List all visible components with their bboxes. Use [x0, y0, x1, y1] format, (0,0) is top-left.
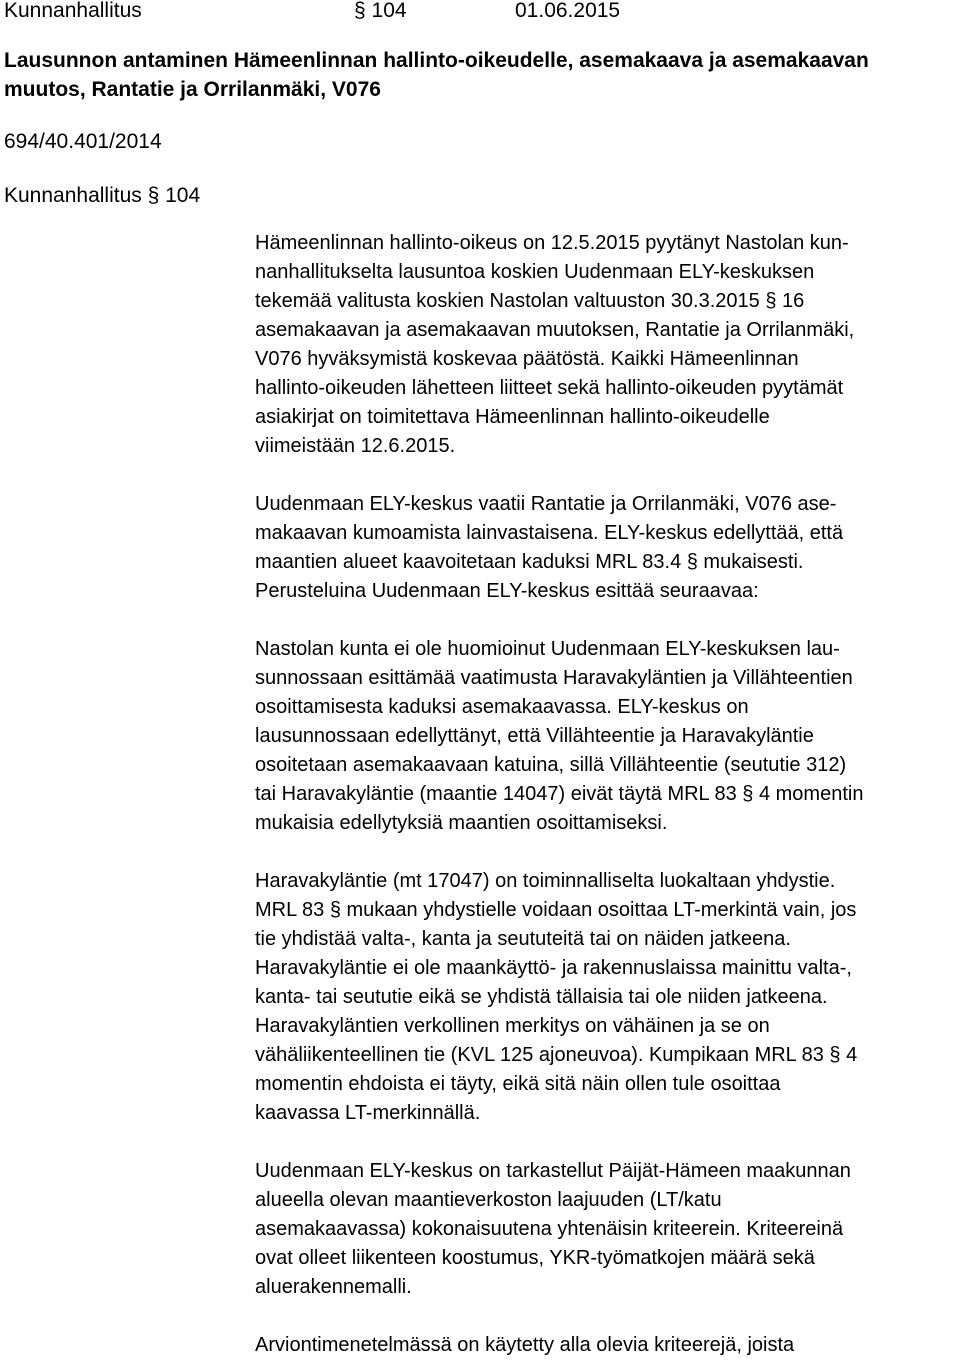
text-line: aluerakennemalli. — [255, 1276, 412, 1298]
text-line: kaavassa LT-merkinnällä. — [255, 1102, 481, 1124]
body-name: Kunnanhallitus — [4, 0, 142, 22]
text-line: Nastolan kunta ei ole huomioinut Uudenmaan ELY-keskuksen lau- — [255, 638, 840, 660]
text-line: asiakirjat on toimitettava Hämeenlinnan hallinto-oikeudelle — [255, 406, 770, 428]
paragraph — [255, 1157, 955, 1302]
section-reference: Kunnanhallitus § 104 — [4, 184, 201, 207]
text-line: osoitetaan asemakaavaan katuina, sillä Villähteentie (seututie 312) — [255, 754, 847, 776]
text-line: momentin ehdoista ei täyty, eikä sitä näin ollen tule osoittaa — [255, 1073, 781, 1095]
paragraph — [255, 229, 955, 461]
text-line: kanta- tai seututie eikä se yhdistä tällaisia tai ole niiden jatkeena. — [255, 986, 828, 1008]
paragraph — [255, 490, 955, 606]
text-line: MRL 83 § mukaan yhdystielle voidaan osoittaa LT-merkintä vain, jos — [255, 899, 857, 921]
title-line: muutos, Rantatie ja Orrilanmäki, V076 — [4, 78, 381, 101]
text-line: Haravakyläntie ei ole maankäyttö- ja rakennuslaissa mainittu valta-, — [255, 957, 852, 979]
section-number: § 104 — [354, 0, 407, 22]
text-line: tekemää valitusta koskien Nastolan valtuuston 30.3.2015 § 16 — [255, 290, 805, 312]
text-line: tai Haravakyläntie (maantie 14047) eivät täytä MRL 83 § 4 momentin — [255, 783, 864, 805]
text-line: nanhallitukselta lausuntoa koskien Uudenmaan ELY-keskuksen — [255, 261, 815, 283]
text-line: maantien alueet kaavoitetaan kaduksi MRL 83.4 § mukaisesti. — [255, 551, 804, 573]
paragraph — [255, 1331, 955, 1360]
title-line: Lausunnon antaminen Hämeenlinnan hallinto-oikeudelle, asemakaava ja asemakaavan — [4, 49, 869, 72]
text-line: alueella olevan maantieverkoston laajuuden (LT/katu — [255, 1189, 722, 1211]
text-line: makaavan kumoamista lainvastaisena. ELY-keskus edellyttää, että — [255, 522, 844, 544]
text-line: Uudenmaan ELY-keskus vaatii Rantatie ja Orrilanmäki, V076 ase- — [255, 493, 837, 515]
text-line: V076 hyväksymistä koskevaa päätöstä. Kaikki Hämeenlinnan — [255, 348, 799, 370]
text-line: viimeistään 12.6.2015. — [255, 435, 456, 457]
paragraph — [255, 635, 955, 838]
text-line: Haravakyläntie (mt 17047) on toiminnalliselta luokaltaan yhdystie. — [255, 870, 836, 892]
text-line: Haravakyläntien verkollinen merkitys on vähäinen ja se on — [255, 1015, 770, 1037]
text-line: osoittamisesta kaduksi asemakaavassa. ELY-keskus on — [255, 696, 749, 718]
text-line: tie yhdistää valta-, kanta ja seututeitä tai on näiden jatkeena. — [255, 928, 791, 950]
text-line: hallinto-oikeuden lähetteen liitteet sekä hallinto-oikeuden pyytämät — [255, 377, 844, 399]
paragraph — [255, 867, 955, 1128]
document-title — [4, 46, 954, 104]
text-line: ovat olleet liikenteen koostumus, YKR-työmatkojen määrä sekä — [255, 1247, 815, 1269]
text-line: Arviontimenetelmässä on käytetty alla olevia kriteerejä, joista — [255, 1334, 795, 1356]
document-body — [255, 229, 955, 1360]
text-line: lausunnossaan edellyttänyt, että Villähteentie ja Haravakyläntie — [255, 725, 814, 747]
page-header — [4, 0, 956, 26]
text-line: vähäliikenteellinen tie (KVL 125 ajoneuvoa). Kumpikaan MRL 83 § 4 — [255, 1044, 858, 1066]
text-line: sunnossaan esittämää vaatimusta Haravakyläntien ja Villähteentien — [255, 667, 853, 689]
meeting-date: 01.06.2015 — [515, 0, 621, 22]
text-line: Hämeenlinnan hallinto-oikeus on 12.5.2015 pyytänyt Nastolan kun- — [255, 232, 849, 254]
text-line: asemakaavan ja asemakaavan muutoksen, Rantatie ja Orrilanmäki, — [255, 319, 855, 341]
text-line: mukaisia edellytyksiä maantien osoittamiseksi. — [255, 812, 668, 834]
text-line: Uudenmaan ELY-keskus on tarkastellut Päijät-Hämeen maakunnan — [255, 1160, 851, 1182]
text-line: Perusteluina Uudenmaan ELY-keskus esittää seuraavaa: — [255, 580, 759, 602]
diary-number: 694/40.401/2014 — [4, 130, 162, 153]
text-line: asemakaavassa) kokonaisuutena yhtenäisin kriteerein. Kriteereinä — [255, 1218, 844, 1240]
